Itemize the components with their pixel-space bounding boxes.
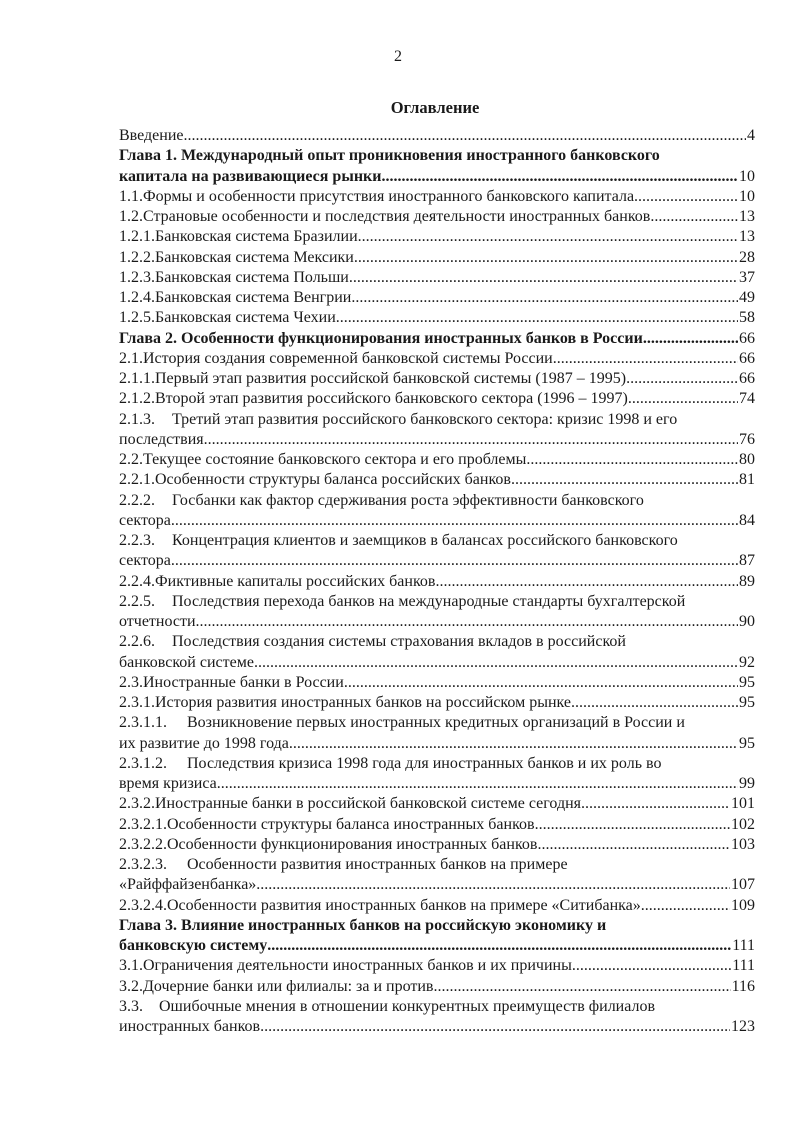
dot-leader [650,207,738,227]
toc-entry-title: Особенности развития иностранных банков на примере [187,856,568,873]
toc-entry-page: 13 [739,228,755,246]
toc-entry-page: 95 [739,673,755,691]
toc-entry-number: 1.2.4. [119,289,155,306]
toc-entry-page: 58 [739,309,755,327]
toc-entry-title: Иностранные банки в российской банковской системе сегодня [155,795,582,813]
toc-entry-number: 2.2. [119,451,143,468]
toc-entry-title: Дочерние банки или филиалы: за и против [143,977,434,995]
toc-entry-title: История создания современной банковской системы России [143,349,553,367]
toc-entry-line [119,450,755,470]
toc-entry-line [119,491,755,511]
toc-entry-number: 3.2. [119,977,143,995]
dot-leader [184,126,747,146]
toc-entry [119,329,755,349]
dot-leader [553,349,738,369]
toc-entry-page: 49 [739,289,755,306]
toc-entry [119,916,755,957]
toc-entry-line [119,977,755,997]
toc-entry-number: 2.3.2.3. [119,856,167,873]
toc-entry-number: 2.2.6. [119,633,155,651]
toc-entry-page: 81 [739,471,755,489]
toc-entry-page: 84 [739,511,755,529]
toc-entry-number: 2.1.1. [119,370,155,387]
toc-entry-number: 1.2.1. [119,228,155,246]
toc-entry-title: Ошибочные мнения в отношении конкурентных преимуществ филиалов [159,997,656,1015]
toc-entry-line [119,794,755,814]
dot-leader [344,673,738,693]
toc-entry-number: 2.2.1. [119,471,155,489]
toc-entry [119,855,755,896]
toc-entry-title: Госбанки как фактор сдерживания роста эффективности банковского [172,491,644,509]
toc-entry [119,248,755,268]
toc-entry [119,956,755,976]
toc-entry-line [119,835,755,855]
toc-entry-line [119,936,755,956]
toc-entry-number: 1.2. [119,208,143,225]
toc-entry-line [119,248,755,268]
toc-entry-number: 2.3.2. [119,795,155,813]
toc-entry-title: Банковская система Бразилии [155,228,358,246]
toc-entry-title: Банковская система Польши [155,268,349,286]
toc-entry-title: Банковская система Чехии [155,309,336,327]
toc-entry-page: 10 [739,187,755,205]
toc-entry-line [119,612,755,632]
toc-entry-page: 101 [731,795,755,813]
toc-entry [119,349,755,369]
toc-title: Оглавление [390,98,480,117]
dot-leader [256,875,730,895]
toc-entry-page: 102 [731,815,755,833]
toc-entry-page: 123 [731,1018,755,1035]
page-number: 2 [394,48,402,65]
table-of-contents [119,126,755,1037]
toc-entry-line [119,855,755,875]
toc-entry-line [119,288,755,308]
toc-entry-title: Последствия создания системы страхования вкладов в российской [172,633,626,651]
toc-entry-title: Введение [119,127,184,144]
toc-entry-number: 2.1. [119,349,143,367]
dot-leader [626,369,738,389]
toc-entry-title: Иностранные банки в России [143,673,344,691]
toc-entry-line [119,470,755,490]
dot-leader [289,734,738,754]
toc-entry-line [119,410,755,430]
dot-leader [435,572,738,592]
toc-entry-page: 66 [739,349,755,367]
toc-entry-line [119,126,755,146]
toc-entry-line [119,774,755,794]
toc-entry-line [119,187,755,207]
toc-entry [119,491,755,532]
toc-entry-title: отчетности [119,613,196,630]
toc-entry-title: сектора [119,511,171,529]
dot-leader [381,167,738,187]
toc-entry [119,126,755,146]
toc-entry [119,794,755,814]
dot-leader [526,450,738,470]
toc-entry-line [119,349,755,369]
toc-entry-title: Особенности структуры баланса иностранных банков [167,815,535,833]
toc-entry [119,308,755,328]
toc-entry [119,572,755,592]
toc-entry-line [119,167,755,187]
toc-entry [119,288,755,308]
toc-entry-title: их развитие до 1998 года [119,734,289,752]
toc-entry-page: 10 [739,167,755,185]
dot-leader [267,936,731,956]
toc-entry-title: Банковская система Венгрии [155,289,352,306]
toc-entry-line [119,875,755,895]
toc-entry [119,713,755,754]
toc-entry-title: сектора [119,552,171,570]
dot-leader [634,187,738,207]
toc-entry [119,450,755,470]
dot-leader [354,248,738,268]
dot-leader [628,389,738,409]
dot-leader [254,653,738,673]
toc-entry-number: 2.3. [119,673,143,691]
toc-entry [119,187,755,207]
toc-entry-number: 2.3.1. [119,694,155,711]
toc-entry-title: Особенности структуры баланса российских банков [155,471,511,489]
toc-entry-line [119,511,755,531]
toc-entry-title: Второй этап развития российского банковского сектора (1996 – 1997) [155,390,628,408]
toc-entry [119,632,755,673]
dot-leader [171,551,738,571]
dot-leader [641,896,730,916]
toc-entry-line [119,997,755,1017]
toc-entry [119,673,755,693]
toc-entry [119,815,755,835]
toc-entry-title: банковской системе [119,653,254,671]
toc-entry [119,207,755,227]
toc-entry-number: 3.1. [119,957,143,975]
toc-entry-line [119,1017,755,1037]
toc-entry-title: время кризиса [119,775,217,792]
toc-entry-title: Глава 3. Влияние иностранных банков на российскую экономику и [119,916,607,934]
dot-leader [349,268,738,288]
toc-entry-line [119,896,755,916]
toc-entry-title: «Райффайзенбанка» [119,876,257,894]
toc-entry-line [119,693,755,713]
toc-entry-page: 90 [739,613,755,630]
toc-entry-line [119,531,755,551]
toc-entry-page: 87 [739,552,755,570]
toc-entry [119,896,755,916]
toc-entry-line [119,592,755,612]
toc-entry-line [119,572,755,592]
toc-entry-line [119,369,755,389]
toc-entry-title: Банковская система Мексики [155,248,354,266]
toc-entry-line [119,632,755,652]
dot-leader [572,956,731,976]
dot-leader [581,794,730,814]
toc-entry-page: 74 [739,390,755,408]
toc-entry [119,389,755,409]
toc-entry-number: 2.1.3. [119,410,155,428]
toc-entry-page: 111 [732,957,755,975]
toc-entry-number: 1.2.3. [119,268,155,286]
toc-entry [119,977,755,997]
toc-entry-page: 92 [739,653,755,671]
toc-entry-line [119,734,755,754]
toc-entry-line [119,430,755,450]
toc-entry-number: 2.1.2. [119,390,155,408]
toc-entry-number: 2.2.2. [119,491,155,509]
toc-entry-line [119,673,755,693]
toc-entry-line [119,754,755,774]
toc-entry-page: 109 [731,896,755,914]
toc-entry [119,754,755,795]
toc-entry-page: 99 [739,775,755,792]
toc-entry [119,470,755,490]
toc-entry [119,693,755,713]
toc-entry-title: Особенности функционирования иностранных банков [167,835,538,853]
toc-entry [119,268,755,288]
toc-entry-title: Третий этап развития российского банковского сектора: кризис 1998 и его [172,410,678,428]
toc-entry-page: 89 [739,572,755,590]
toc-entry-number: 3.3. [119,997,143,1015]
toc-entry-title: Глава 1. Международный опыт проникновения иностранного банковского [119,147,660,165]
dot-leader [643,329,738,349]
dot-leader [351,288,738,308]
toc-entry-title: Особенности развития иностранных банков на примере «Ситибанка» [167,896,641,914]
toc-entry [119,592,755,633]
toc-entry-title: последствия. [119,430,208,448]
toc-entry-title: Последствия перехода банков на международные стандарты бухгалтерской [172,592,686,610]
toc-entry-line [119,916,755,936]
toc-entry-page: 66 [739,370,755,387]
dot-leader [217,774,738,794]
dot-leader [535,815,730,835]
toc-entry-page: 76 [739,430,755,448]
toc-entry-title: Страновые особенности и последствия деятельности иностранных банков [143,208,651,225]
toc-entry-page: 103 [731,835,755,853]
toc-entry-line [119,268,755,288]
toc-entry-line [119,227,755,247]
toc-entry-number: 2.3.2.2. [119,835,167,853]
toc-entry [119,531,755,572]
dot-leader [336,308,738,328]
toc-entry-title: Возникновение первых иностранных кредитных организаций в России и [187,714,685,732]
toc-entry-number: 2.3.1.2. [119,754,167,772]
toc-entry-line [119,815,755,835]
toc-entry-line [119,653,755,673]
toc-entry-line [119,551,755,571]
toc-entry-title: банковскую систему [119,937,268,954]
toc-entry-number: 2.2.5. [119,592,155,610]
toc-entry-title: Последствия кризиса 1998 года для иностранных банков и их роль во [187,754,662,772]
toc-entry-page: 107 [731,876,755,894]
toc-entry-page: 4 [747,127,755,144]
toc-entry-line [119,207,755,227]
toc-entry-title: Фиктивные капиталы российских банков [155,572,436,590]
toc-entry-line [119,329,755,349]
toc-entry-page: 66 [739,329,755,347]
toc-entry [119,227,755,247]
toc-entry-title: Ограничения деятельности иностранных банков и их причины [143,957,572,975]
toc-entry-page: 95 [739,734,755,752]
toc-entry-line [119,956,755,976]
toc-entry-page: 111 [732,937,755,954]
dot-leader [537,835,730,855]
toc-entry-line [119,308,755,328]
dot-leader [171,511,738,531]
toc-entry-number: 1.1. [119,187,143,205]
toc-entry-number: 2.3.2.4. [119,896,167,914]
toc-entry-page: 80 [739,451,755,468]
toc-entry-page: 28 [739,248,755,266]
toc-entry-page: 37 [739,268,755,286]
toc-entry-line [119,389,755,409]
dot-leader [511,470,738,490]
toc-entry-number: 2.2.4. [119,572,155,590]
toc-entry [119,835,755,855]
toc-entry-title: иностранных банков [119,1018,261,1035]
dot-leader [196,612,738,632]
toc-entry-number: 2.2.3. [119,532,155,549]
dot-leader [208,430,738,450]
dot-leader [433,977,730,997]
dot-leader [358,227,738,247]
dot-leader [260,1017,730,1037]
toc-entry-page: 116 [731,977,755,995]
toc-entry-title: капитала на развивающиеся рынки [119,167,382,185]
toc-entry-title: Текущее состояние банковского сектора и его проблемы [143,451,527,468]
toc-entry-title: Первый этап развития российской банковской системы (1987 – 1995) [155,370,627,387]
toc-entry-number: 2.3.2.1. [119,815,167,833]
toc-entry-page: 13 [739,208,755,225]
toc-entry-number: 1.2.5. [119,309,155,327]
toc-entry [119,410,755,451]
toc-entry-number: 1.2.2. [119,248,155,266]
toc-entry [119,369,755,389]
toc-entry-title: Формы и особенности присутствия иностранного банковского капитала [143,187,635,205]
toc-entry-page: 95 [739,694,755,711]
toc-entry [119,997,755,1038]
toc-entry-number: 2.3.1.1. [119,714,167,732]
toc-entry-line [119,146,755,166]
toc-entry-title: Концентрация клиентов и заемщиков в балансах российского банковского [172,532,678,549]
dot-leader [571,693,738,713]
toc-entry [119,146,755,187]
toc-entry-line [119,713,755,733]
toc-entry-title: История развития иностранных банков на российском рынке [155,694,571,711]
toc-entry-title: Глава 2. Особенности функционирования иностранных банков в России [119,329,643,347]
